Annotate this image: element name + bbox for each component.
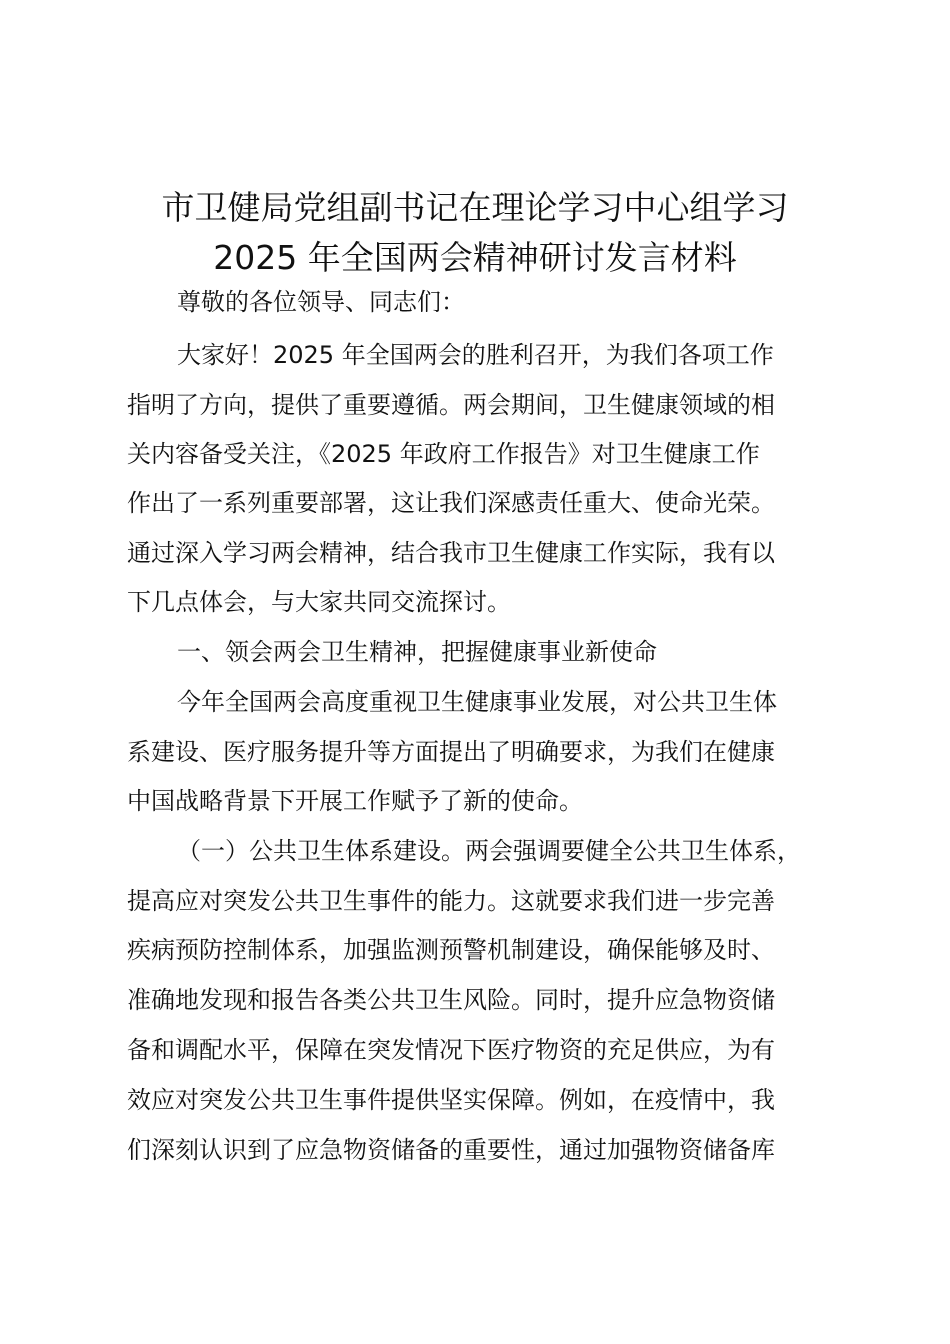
text-line: 效应对突发公共卫生事件提供坚实保障。例如，在疫情中，我	[127, 1086, 775, 1114]
document-title-line-1: 市卫健局党组副书记在理论学习中心组学习	[161, 188, 789, 227]
text-line: 备和调配水平，保障在突发情况下医疗物资的充足供应，为有	[127, 1036, 775, 1064]
text-line: 大家好！2025 年全国两会的胜利召开，为我们各项工作	[177, 341, 774, 369]
text-line: 准确地发现和报告各类公共卫生风险。同时，提升应急物资储	[127, 986, 775, 1014]
text-line: 提高应对突发公共卫生事件的能力。这就要求我们进一步完善	[127, 887, 775, 915]
text-line: 疾病预防控制体系，加强监测预警机制建设，确保能够及时、	[127, 936, 775, 964]
text-line: 今年全国两会高度重视卫生健康事业发展，对公共卫生体	[177, 688, 777, 716]
text-line: 关内容备受关注，《2025 年政府工作报告》对卫生健康工作	[127, 440, 760, 468]
text-line: 下几点体会，与大家共同交流探讨。	[127, 588, 511, 616]
text-line: 通过深入学习两会精神，结合我市卫生健康工作实际，我有以	[127, 539, 775, 567]
text-line: 中国战略背景下开展工作赋予了新的使命。	[127, 787, 583, 815]
section-heading: 一、领会两会卫生精神，把握健康事业新使命	[177, 638, 657, 666]
text-line: 们深刻认识到了应急物资储备的重要性，通过加强物资储备库	[127, 1136, 775, 1164]
text-line: 作出了一系列重要部署，这让我们深感责任重大、使命光荣。	[127, 489, 775, 517]
text-line: 系建设、医疗服务提升等方面提出了明确要求，为我们在健康	[127, 738, 775, 766]
text-line: 指明了方向，提供了重要遵循。两会期间，卫生健康领域的相	[127, 391, 775, 419]
text-line: （一）公共卫生体系建设。两会强调要健全公共卫生体系，	[177, 837, 801, 865]
salutation: 尊敬的各位领导、同志们：	[177, 288, 465, 316]
document-title-line-2: 2025 年全国两会精神研讨发言材料	[213, 238, 737, 277]
